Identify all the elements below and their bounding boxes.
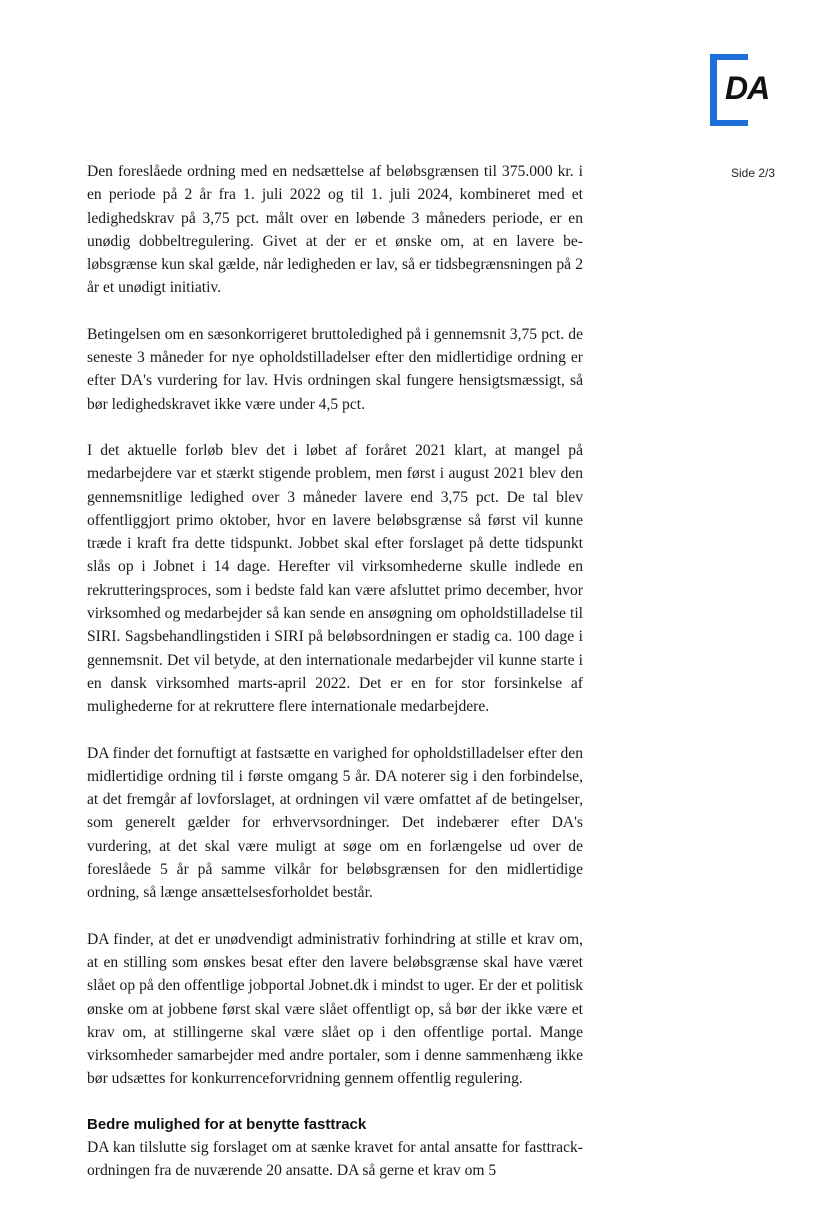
paragraph-5: DA finder, at det er unødvendigt administrativ forhindring at stille et krav om, at en stilling som ønskes besat efter den lavere beløbsgrænse skal have været slået op på den offentlige jobportal Jobnet.dk i mindst to uger. Er der et politisk ønske om at jobbene først skal være slået offentligt op, så bør der ikke være et krav om, at stillingerne skal være slået op i den offentlige portal. Mange virksomheder samarbejder med andre portaler, som i denne sammenhæng ikke bør udsættes for konkurrenceforvridning gennem offentlig regulering.	[87, 930, 583, 1088]
paragraph-4: DA finder det fornuftigt at fastsætte en varighed for opholdstilladelser efter den midlertidige ordning til i første omgang 5 år. DA noterer sig i den forbindelse, at det fremgår af lovforslaget, at ordningen vil være omfattet af de betingelser, som generelt gælder for erhvervsordninger. Det indebærer efter DA's vurdering, at det skal være muligt at søge om en forlængelse ud over de foreslåede 5 år på samme vilkår for beløbsgrænsen for den midlertidige ordning, så længe ansættelsesforholdet består.	[87, 744, 583, 902]
paragraph-3: I det aktuelle forløb blev det i løbet af foråret 2021 klart, at mangel på medarbejdere var et stærkt stigende problem, men først i august 2021 blev den gennemsnitlige ledighed over 3 måneder lavere end 3,75 pct. De tal blev offentliggjort primo oktober, hvor en lavere beløbsgrænse så først vil kunne træde i kraft fra dette tidspunkt. Jobbet skal efter forslaget på dette tidspunkt slås op i Jobnet i 14 dage. Herefter vil virksomhederne skulle indlede en rekrutteringsproces, som i bedste fald kan være afsluttet primo december, hvor virksomhed og medarbejder så kan sende en ansøgning om opholdstilladelse til SIRI. Sagsbehandlingstiden i SIRI på beløbsordningen er stadig ca. 100 dage i gennemsnit. Det vil betyde, at den internationale medarbejder vil kunne starte i en dansk virksomhed marts-april 2022. Det er en for stor forsinkelse af mulighederne for at rekruttere flere internationale medarbejdere.	[87, 441, 583, 716]
da-logo	[710, 54, 776, 126]
logo-text: DA	[725, 70, 770, 106]
paragraph-1: Den foreslåede ordning med en nedsættelse af beløbsgrænsen til 375.000 kr. i en periode på 2 år fra 1. juli 2022 og til 1. juli 2024, kombineret med et ledighedskrav på 3,75 pct. målt over en løbende 3 måneders periode, er en unødig dobbeltregulering. Givet at der er et ønske om, at en lavere beløbsgrænse kun skal gælde, når ledigheden er lav, så er tidsbegrænsningen på 2 år et unødigt initiativ.	[87, 163, 583, 297]
page-number: Side 2/3	[731, 166, 776, 180]
section-paragraph: DA kan tilslutte sig forslaget om at sænke kravet for antal ansatte for fasttrack-ordningen fra de nuværende 20 ansatte. DA så gerne et krav om 5	[87, 1138, 583, 1179]
paragraph-2: Betingelsen om en sæsonkorrigeret bruttoledighed på i gennemsnit 3,75 pct. de seneste 3 måneder for nye opholdstilladelser efter den midlertidige ordning er efter DA's vurdering for lav. Hvis ordningen skal fungere hensigtsmæssigt, så bør ledighedskravet ikke være under 4,5 pct.	[87, 325, 583, 413]
document-body	[87, 160, 583, 1205]
section-heading: Bedre mulighed for at benytte fasttrack	[87, 1115, 367, 1133]
